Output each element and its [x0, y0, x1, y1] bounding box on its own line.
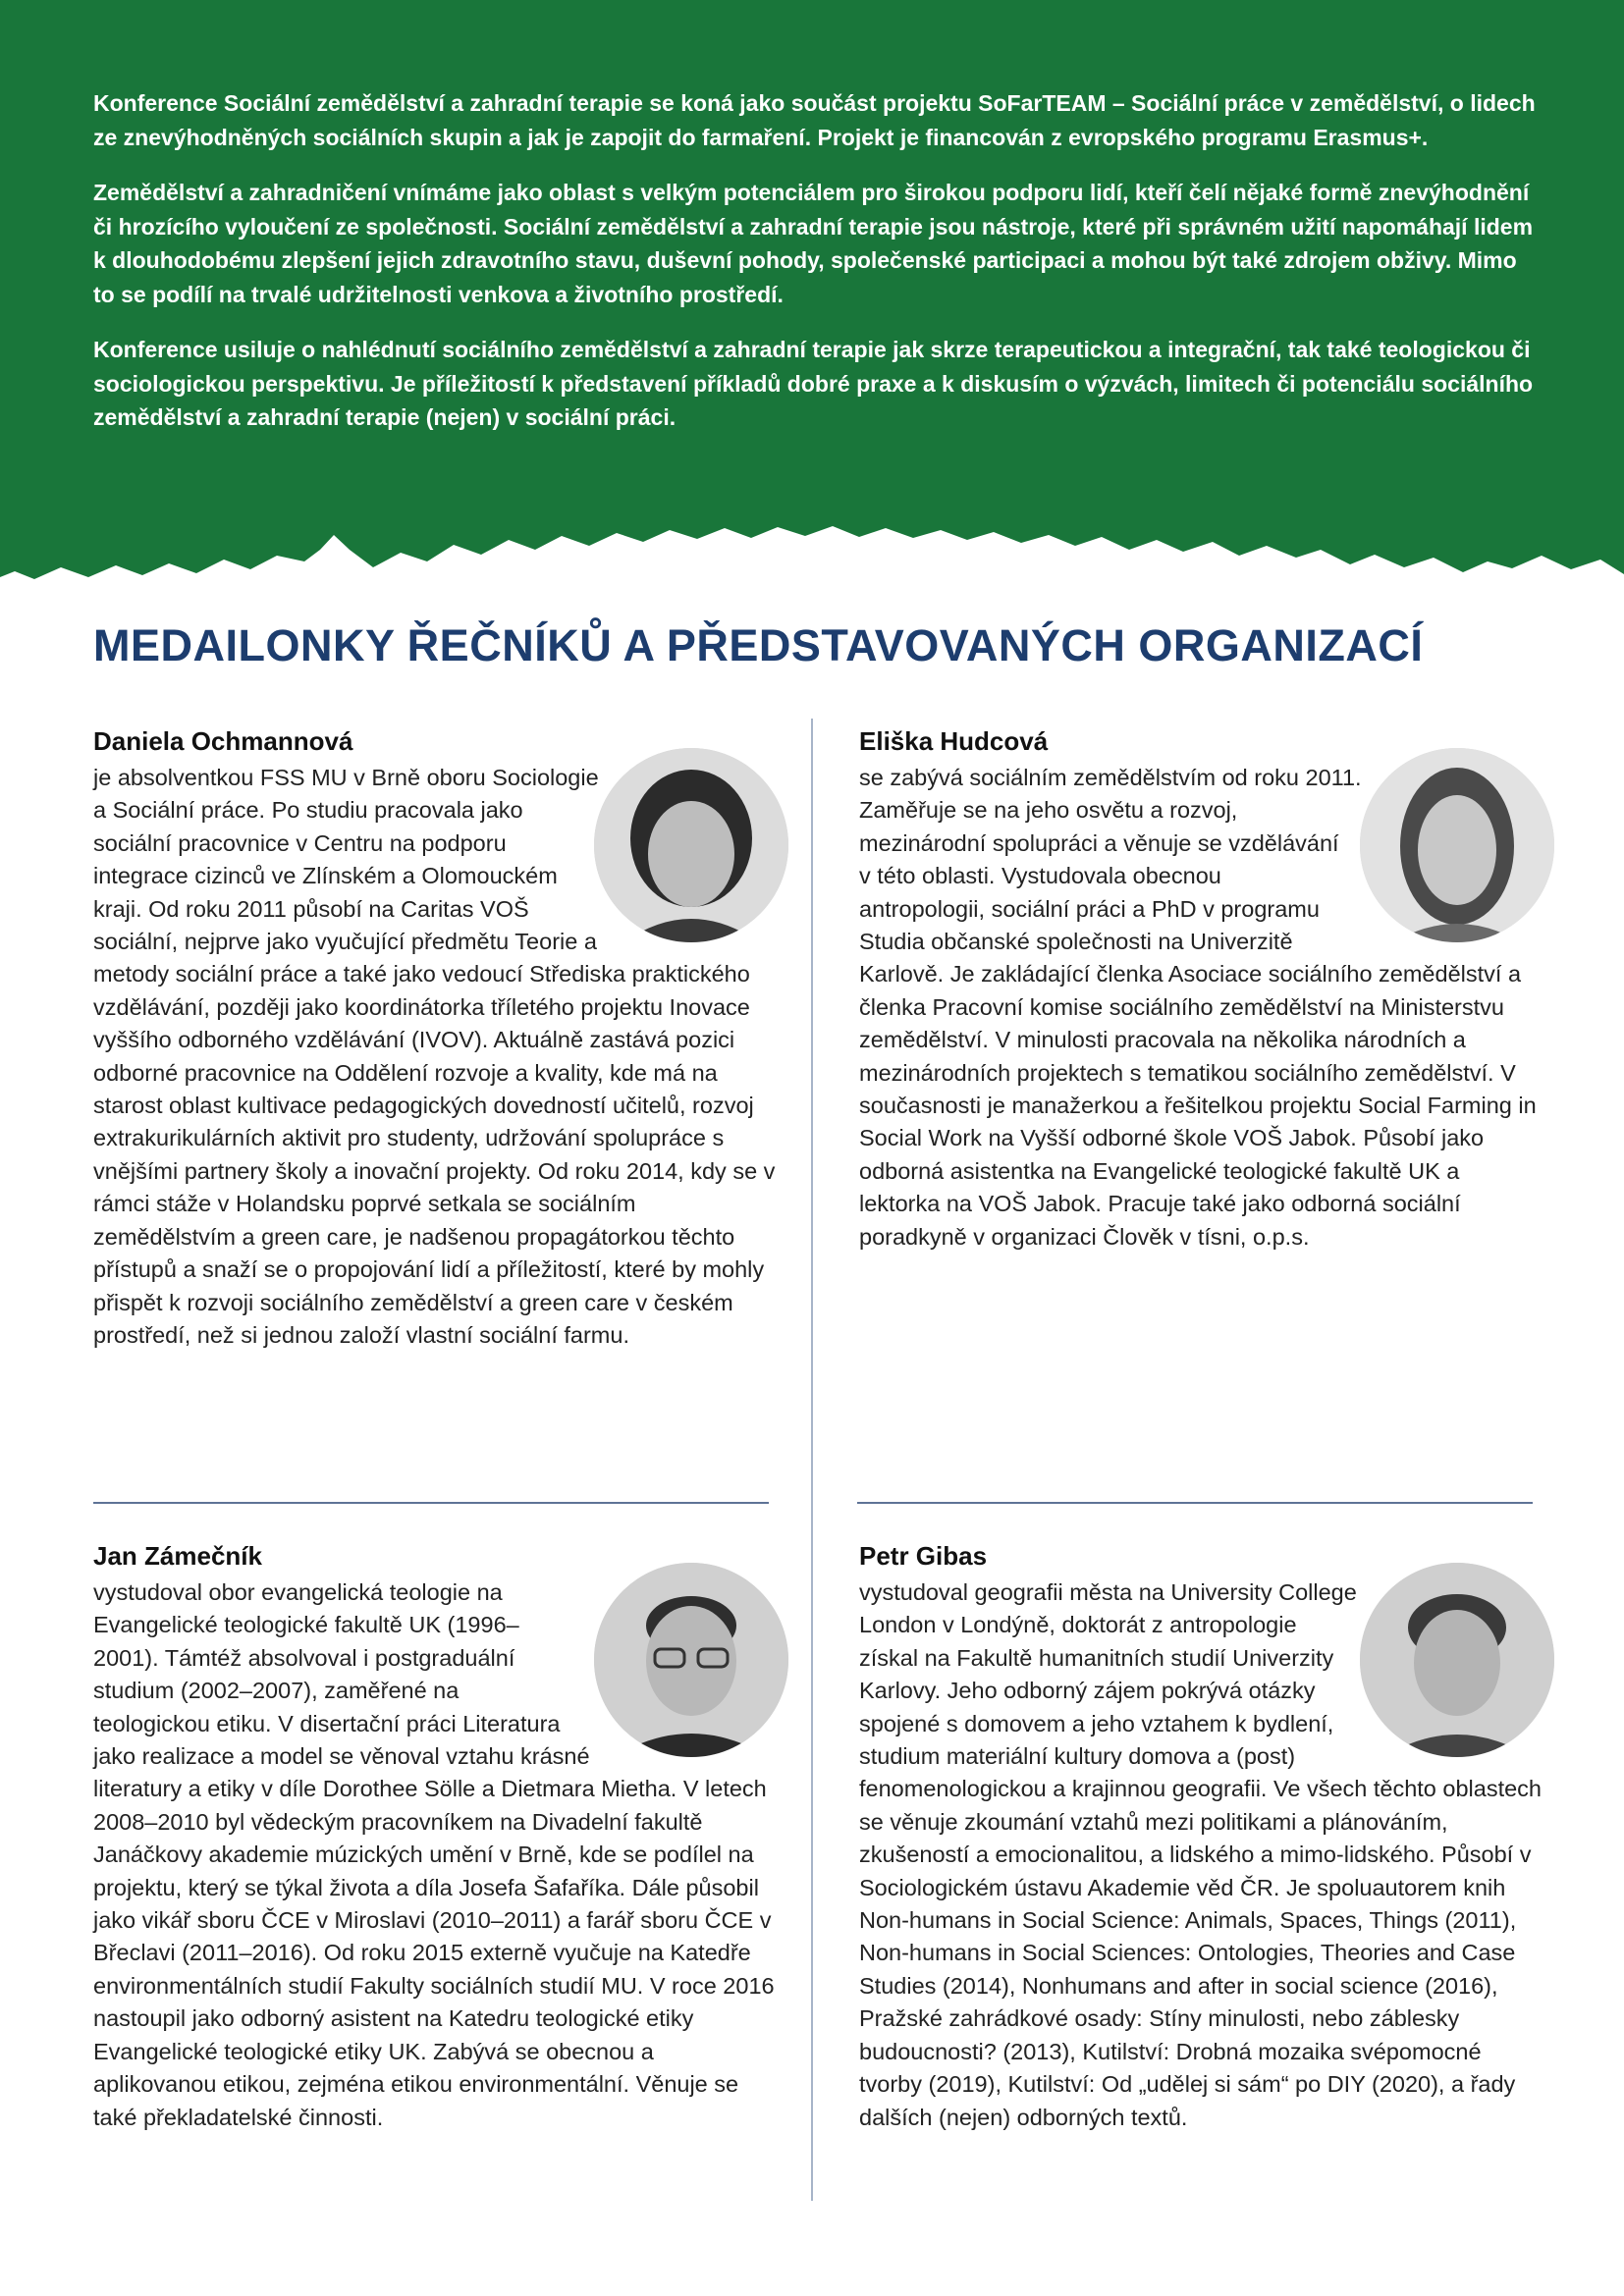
speaker-card-zamecnik [93, 1539, 781, 2134]
column-divider [811, 719, 813, 2201]
speaker-bio: vystudoval obor evangelická teologie na Evangelické teologické fakultě UK (1996–2001). Támtéž absolvoval i postgraduální studium (2002–2007), zaměřené na teologickou etiku. V disertační práci Literatura jako realizace a model se věnoval vztahu krásné literatury a etiky v díle Dorothee Sölle a Dietmara Mietha. V letech 2008–2010 byl vědeckým pracovníkem na Divadelní fakultě Janáčkovy akademie múzických umění v Brně, kde se podílel na projektu, který se týkal života a díla Josefa Šafaříka. Dále působil jako vikář sboru ČCE v Miroslavi (2010–2011) a farář sboru ČCE v Břeclavi (2011–2016). Od roku 2015 externě vyučuje na Katedře environmentálních studií Fakulty sociálních studií MU. V roce 2016 nastoupil jako odborný asistent na Katedru teologické etiky Evangelické teologické etiky UK. Zabývá se obecnou a aplikovanou etikou, zejména etikou environmentální. Věnuje se také překladatelské činnosti. [93, 1579, 775, 2130]
row-divider-left [93, 1502, 769, 1504]
speaker-name: Jan Zámečník [93, 1541, 262, 1571]
speaker-photo-icon [594, 1563, 788, 1757]
intro-banner [0, 0, 1624, 589]
speaker-card-hudcova [859, 724, 1546, 1254]
speaker-bio: je absolventkou FSS MU v Brně oboru Sociologie a Sociální práce. Po studiu pracovala jako sociální pracovnice v Centru na podporu integrace cizinců ve Zlínském a Olomouckém kraji. Od roku 2011 působí na Caritas VOŠ sociální, nejprve jako vyučující předmětu Teorie a metody sociální práce a také jako vedoucí Střediska praktického vzdělávání, později jako koordinátorka tříletého projektu Inovace vyššího odborného vzdělávání (IVOV). Aktuálně zastává pozici odborné pracovnice na Oddělení rozvoje a kvality, kde má na starost oblast kultivace pedagogických dovedností učitelů, rozvoj extrakurikulárních aktivit pro studenty, udržování spolupráce s vnějšími partnery školy a inovační projekty. Od roku 2014, kdy se v rámci stáže v Holandsku poprvé setkala se sociálním zemědělstvím a green care, je nadšenou propagátorkou těchto přístupů a snaží se o propojování lidí a příležitostí, které by mohly přispět k rozvoji sociálního zemědělství a green care v českém prostředí, než si jednou založí vlastní sociální farmu. [93, 765, 776, 1348]
intro-text [93, 86, 1537, 456]
speaker-bio: vystudoval geografii města na University College London v Londýně, doktorát z antropologie získal na Fakultě humanitních studií Univerzity Karlovy. Jeho odborný zájem pokrývá otázky spojené s domovem a jeho vztahem k bydlení, studium materiální kultury domova a (post) fenomenologickou a krajinnou geografii. Ve všech těchto oblastech se věnuje zkoumání vztahů mezi politikami a plánováním, zkušeností a emocionalitou, a lidského a mimo-lidského. Působí v Sociologickém ústavu Akademie věd ČR. Je spoluautorem knih Non-humans in Social Science: Animals, Spaces, Things (2011), Non-humans in Social Sciences: Ontologies, Theories and Case Studies (2014), Nonhumans and after in social science (2016), Pražské zahrádkové osady: Stíny minulosti, nebo záblesky budoucnosti? (2013), Kutilství: Drobná mozaika svépomocné tvorby (2019), Kutilství: Od „udělej si sám“ po DIY (2020), a řady dalších (nejen) odborných textů. [859, 1579, 1543, 2130]
intro-paragraph-1: Konference Sociální zemědělství a zahradní terapie se koná jako součást projektu SoFarTEAM – Sociální práce v zemědělství, o lidech ze znevýhodněných sociálních skupin a jak je zapojit do farmaření. Projekt je financován z evropského programu Erasmus+. [93, 90, 1536, 150]
speaker-photo-icon [594, 748, 788, 942]
speaker-name: Daniela Ochmannová [93, 726, 353, 756]
row-divider-right [857, 1502, 1533, 1504]
speaker-card-ochmannova [93, 724, 781, 1352]
speaker-photo-icon [1360, 748, 1554, 942]
speaker-name: Eliška Hudcová [859, 726, 1049, 756]
section-heading: MEDAILONKY ŘEČNÍKŮ A PŘEDSTAVOVANÝCH ORGANIZACÍ [93, 620, 1424, 670]
intro-paragraph-2: Zemědělství a zahradničení vnímáme jako oblast s velkým potenciálem pro širokou podporu lidí, kteří čelí nějaké formě znevýhodnění či hrozícího vyloučení ze společnosti. Sociální zemědělství a zahradní terapie jsou nástroje, které při správném užití napomáhají lidem k dlouhodobému zlepšení jejich zdravotního stavu, duševní pohody, společenské participaci a mohou být také zdrojem obživy. Mimo to se podílí na trvalé udržitelnosti venkova a životního prostředí. [93, 180, 1534, 307]
speaker-name: Petr Gibas [859, 1541, 988, 1571]
speaker-card-gibas [859, 1539, 1546, 2134]
intro-paragraph-3: Konference usiluje o nahlédnutí sociálního zemědělství a zahradní terapie jak skrze terapeutickou a integrační, tak také teologickou či sociologickou perspektivu. Je příležitostí k představení příkladů dobré praxe a k diskusím o výzvách, limitech či potenciálu sociálního zemědělství a zahradní terapie (nejen) v sociální práci. [93, 337, 1534, 430]
speaker-bio: se zabývá sociálním zemědělstvím od roku 2011. Zaměřuje se na jeho osvětu a rozvoj, mezinárodní spolupráci a věnuje se vzdělávání v této oblasti. Vystudovala obecnou antropologii, sociální práci a PhD v programu Studia občanské společnosti na Univerzitě Karlově. Je zakládající členka Asociace sociálního zemědělství a členka Pracovní komise sociálního zemědělství na Ministerstvu zemědělství. V minulosti pracovala na několika národních a mezinárodních projektech s tematikou sociálního zemědělství. V současnosti je manažerkou a řešitelkou projektu Social Farming in Social Work na Vyšší odborné škole VOŠ Jabok. Působí jako odborná asistentka na Evangelické teologické fakultě UK a lektorka na VOŠ Jabok. Pracuje také jako odborná sociální poradkyně v organizaci Člověk v tísni, o.p.s. [859, 765, 1537, 1250]
speaker-photo-icon [1360, 1563, 1554, 1757]
